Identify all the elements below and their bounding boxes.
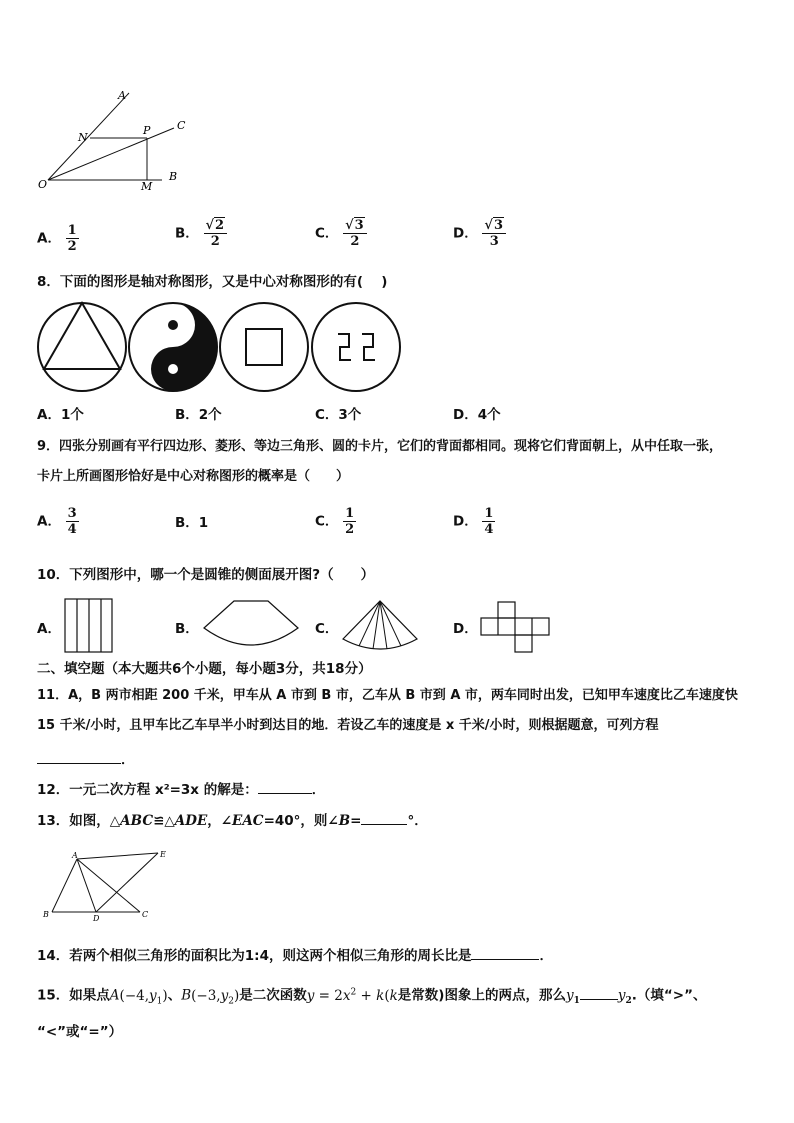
q7-option-a: A． $\frac{1}{2}$ [37, 223, 77, 254]
label-e: E [160, 850, 166, 859]
q13-figure [40, 847, 170, 923]
q14-question: 14．若两个相似三角形的面积比为1:4，则这两个相似三角形的周长比是 ． [37, 948, 553, 964]
q11-line2: 15 千米/小时，且甲车比乙车早半小时到达目的地．若设乙车的速度是 x 千米/小时，则根据题意，可列方程 [37, 718, 659, 733]
label-b: B [169, 170, 178, 183]
q10-option-b-label: B． [175, 621, 199, 637]
q15-question-line1: 15．如果点$A(-4,y_1)$、$B(-3,y_2)$是二次函数$y = 2x^2 + k(k$是常数)图象上的两点，那么$y_1$ $y_2$.（填“>”、 [37, 987, 707, 1007]
answer-blank[interactable] [258, 781, 312, 794]
q15-question-line2: “<”或“=”） [37, 1024, 123, 1040]
label-m: M [141, 180, 153, 193]
label-b: B [43, 910, 49, 919]
q9-option-b: B．1 [175, 515, 209, 531]
fraction: $\frac{3}{4}$ [67, 506, 77, 537]
label-p: P [143, 124, 151, 137]
q13-question: 13．如图，△ABC≌△ADE，∠EAC=40°，则∠B= °． [37, 813, 428, 829]
yin-yang-figure [129, 303, 217, 391]
q8-option-d: D．4个 [453, 407, 501, 423]
fraction: $\frac{1}{2}$ [345, 506, 355, 537]
q10-option-c-figure [340, 599, 420, 655]
segment-ab [52, 859, 77, 912]
fraction: $\frac{1}{2}$ [67, 223, 77, 254]
q10-option-b-figure [203, 600, 299, 650]
q9-question-line1: 9．四张分别画有平行四边形、菱形、等边三角形、圆的卡片，它们的背面都相同。现将它们背面朝上，从中任取一张， [37, 439, 723, 454]
label-o: O [38, 178, 48, 191]
q9-option-a: A． $\frac{3}{4}$ [37, 506, 77, 537]
q10-question: 10．下列图形中，哪一个是圆锥的侧面展开图?（ ） [37, 567, 375, 583]
ray-oc [48, 128, 174, 180]
q9-question-line2: 卡片上所画图形恰好是中心对称图形的概率是（ ） [37, 469, 350, 484]
q8-option-a: A．1个 [37, 407, 84, 423]
circle-symbol-figure [312, 303, 400, 391]
fraction: $\frac{√2}{2}$ [204, 218, 228, 249]
q9-option-d: D． $\frac{1}{4}$ [453, 506, 494, 537]
q9-option-c: C． $\frac{1}{2}$ [315, 506, 355, 537]
answer-blank[interactable] [471, 947, 539, 960]
q7-option-d: D． $\frac{√3}{3}$ [453, 218, 506, 249]
q11-line1: 11．A，B 两市相距 200 千米，甲车从 A 市到 B 市，乙车从 B 市到 A 市，两车同时出发，已知甲车速度比乙车速度快 [37, 688, 738, 703]
label-a: A [72, 851, 78, 860]
q10-option-a-label: A． [37, 621, 61, 637]
label-a: A [118, 89, 126, 102]
q10-option-d-label: D． [453, 621, 478, 637]
label-n: N [78, 131, 88, 144]
section-heading: 二、填空题（本大题共6个小题，每小题3分，共18分） [37, 661, 372, 677]
fraction: $\frac{1}{4}$ [484, 506, 494, 537]
answer-blank[interactable] [37, 751, 121, 764]
fraction: $\frac{√3}{3}$ [482, 218, 506, 249]
q8-option-c: C．3个 [315, 407, 362, 423]
answer-blank[interactable] [361, 812, 407, 825]
q11-answer-line: ． [37, 751, 135, 768]
q10-option-d-figure [480, 601, 552, 653]
circle-triangle-figure [38, 303, 126, 391]
answer-blank[interactable] [580, 987, 618, 1000]
label-d: D [93, 914, 100, 923]
q7-option-c: C． $\frac{√3}{2}$ [315, 218, 367, 249]
q7-option-b: B． $\frac{√2}{2}$ [175, 218, 227, 249]
q8-figures [36, 301, 406, 393]
q8-option-b: B．2个 [175, 407, 222, 423]
q12-question: 12．一元二次方程 x²=3x 的解是： ． [37, 782, 326, 798]
q8-question: 8．下面的图形是轴对称图形，又是中心对称图形的有( ) [37, 274, 388, 290]
q7-figure [34, 84, 194, 194]
ray-oa [48, 93, 129, 180]
q10-option-a-figure [64, 598, 114, 654]
fraction: $\frac{√3}{2}$ [343, 218, 367, 249]
segment-ae [77, 853, 158, 859]
circle-square-figure [220, 303, 308, 391]
q10-option-c-label: C． [315, 621, 339, 637]
label-c: C [142, 910, 149, 919]
label-c: C [177, 119, 186, 132]
